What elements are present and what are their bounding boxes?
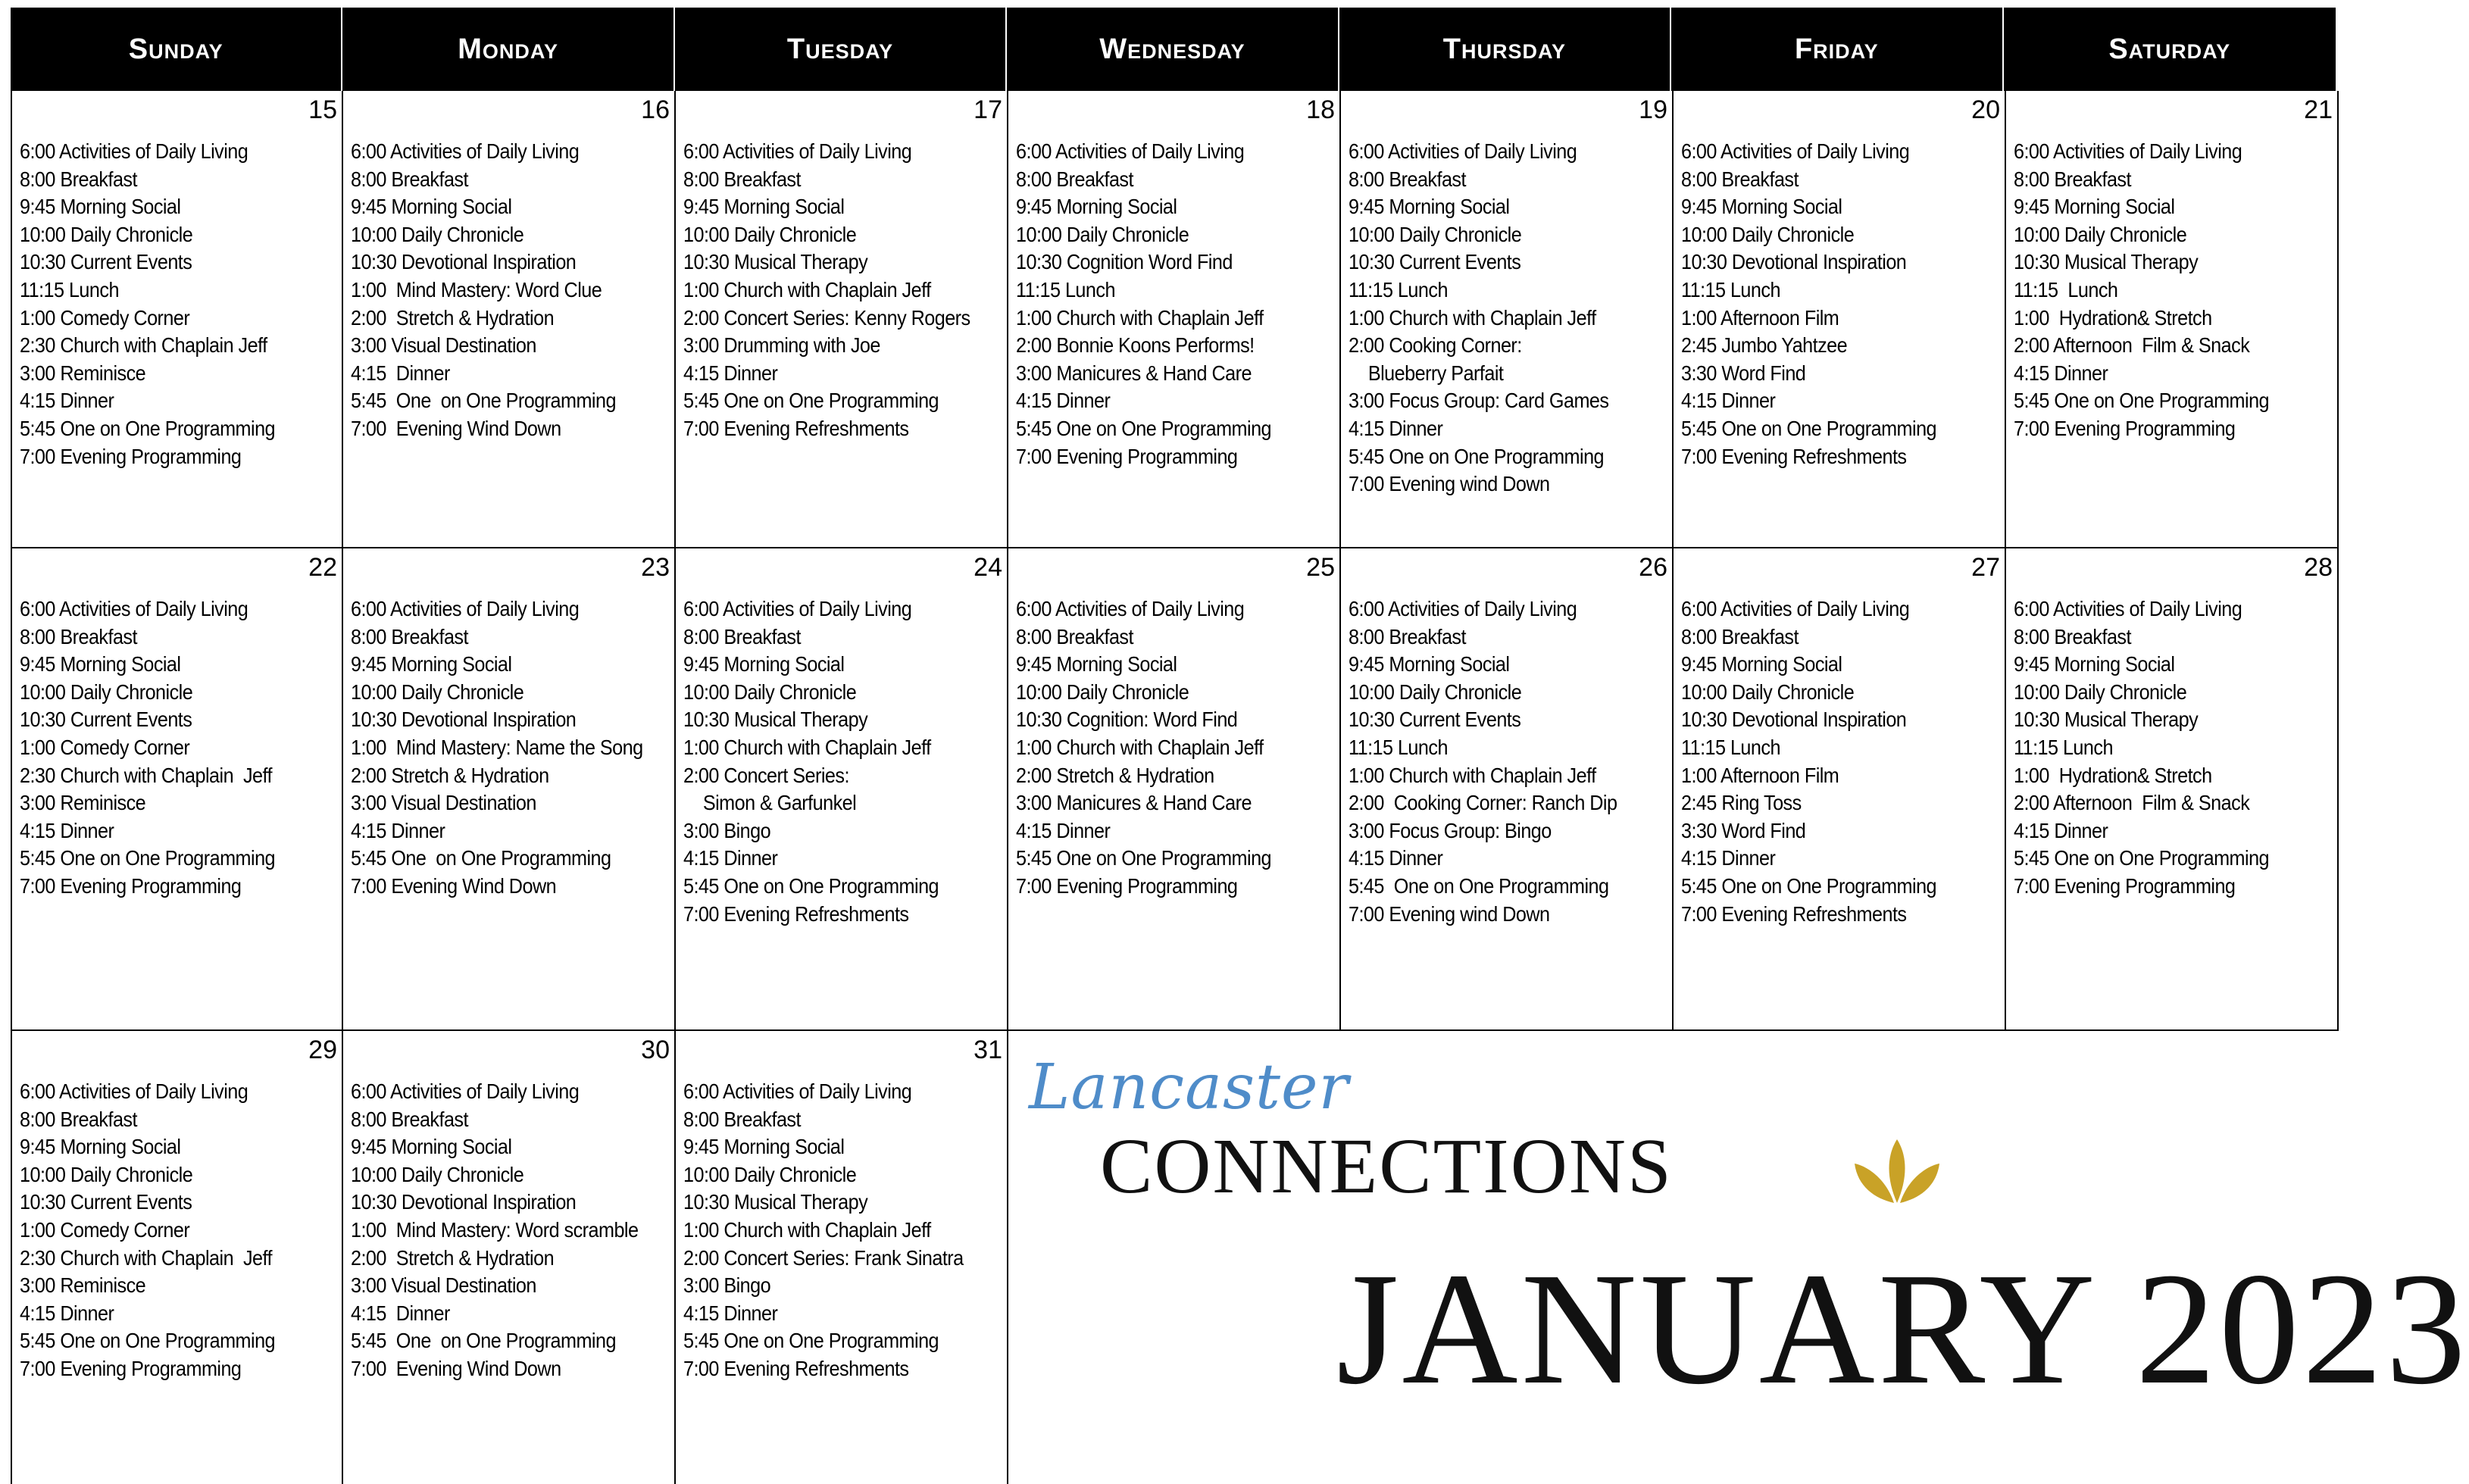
event-item: 2:00 Concert Series: bbox=[683, 763, 849, 787]
day-cell bbox=[676, 1031, 1008, 1484]
event-item: 10:30 Musical Therapy bbox=[683, 250, 868, 274]
event-list bbox=[683, 595, 1004, 928]
event-list bbox=[2014, 595, 2334, 901]
event-item: 7:00 Evening Wind Down bbox=[351, 873, 557, 898]
event-item: 1:00 Church with Chaplain Jeff bbox=[1349, 305, 1596, 330]
weekday-sunday: Sunday bbox=[11, 8, 342, 91]
event-item: 9:45 Morning Social bbox=[20, 1135, 181, 1159]
event-item: 2:00 Cooking Corner: bbox=[1349, 333, 1522, 358]
event-item: 7:00 Evening Wind Down bbox=[351, 1356, 561, 1380]
event-item: 4:15 Dinner bbox=[683, 1301, 778, 1325]
event-item: Blueberry Parfait bbox=[1349, 361, 1504, 385]
event-item: 4:15 Dinner bbox=[1349, 416, 1443, 440]
day-number: 30 bbox=[641, 1036, 670, 1064]
event-item: 2:00 Bonnie Koons Performs! bbox=[1016, 333, 1255, 358]
event-item: 8:00 Breakfast bbox=[1016, 624, 1133, 648]
day-cell bbox=[2006, 548, 2339, 1029]
event-item: 6:00 Activities of Daily Living bbox=[683, 139, 912, 163]
day-number: 27 bbox=[1971, 553, 2000, 582]
day-number: 16 bbox=[641, 95, 670, 124]
event-item: 7:00 Evening Programming bbox=[2014, 873, 2236, 898]
event-list bbox=[1016, 595, 1336, 901]
event-item: 10:30 Cognition: Word Find bbox=[1016, 708, 1238, 732]
event-item: 4:15 Dinner bbox=[1681, 846, 1776, 870]
day-cell bbox=[343, 548, 676, 1029]
event-item: 8:00 Breakfast bbox=[20, 624, 137, 648]
event-item: 2:30 Church with Chaplain Jeff bbox=[20, 763, 272, 787]
event-item: 4:15 Dinner bbox=[2014, 818, 2108, 842]
event-item: 7:00 Evening Programming bbox=[20, 444, 242, 468]
event-item: 4:15 Dinner bbox=[1016, 389, 1111, 413]
event-item: 7:00 Evening Programming bbox=[20, 873, 242, 898]
event-item: 8:00 Breakfast bbox=[683, 1107, 801, 1131]
brand-area bbox=[1021, 1030, 2469, 1484]
day-cell bbox=[11, 91, 343, 547]
day-number: 24 bbox=[974, 553, 1002, 582]
event-item: 9:45 Morning Social bbox=[20, 652, 181, 676]
event-item: 4:15 Dinner bbox=[351, 818, 445, 842]
event-item: 8:00 Breakfast bbox=[20, 167, 137, 191]
event-item: 2:00 Stretch & Hydration bbox=[351, 763, 549, 787]
event-item: 11:15 Lunch bbox=[1349, 277, 1448, 301]
day-number: 29 bbox=[308, 1036, 337, 1064]
event-item: 6:00 Activities of Daily Living bbox=[2014, 139, 2242, 163]
event-item: 7:00 Evening Wind Down bbox=[351, 416, 561, 440]
event-item: 10:30 Current Events bbox=[20, 708, 192, 732]
event-item: 1:00 Church with Chaplain Jeff bbox=[1016, 735, 1264, 759]
event-item: 5:45 One on One Programming bbox=[683, 873, 939, 898]
event-item: 4:15 Dinner bbox=[1349, 846, 1443, 870]
event-item: 8:00 Breakfast bbox=[1681, 624, 1799, 648]
event-item: 10:30 Devotional Inspiration bbox=[1681, 250, 1907, 274]
event-item: 2:30 Church with Chaplain Jeff bbox=[20, 1245, 272, 1270]
event-item: 1:00 Church with Chaplain Jeff bbox=[683, 735, 931, 759]
event-item: 9:45 Morning Social bbox=[1681, 195, 1842, 219]
day-number: 26 bbox=[1639, 553, 1667, 582]
event-item: 7:00 Evening Programming bbox=[20, 1356, 242, 1380]
event-item: 7:00 Evening Programming bbox=[1016, 873, 1238, 898]
event-item: 10:00 Daily Chronicle bbox=[2014, 680, 2187, 704]
event-item: 4:15 Dinner bbox=[20, 818, 114, 842]
event-item: 1:00 Afternoon Film bbox=[1681, 305, 1839, 330]
day-number: 21 bbox=[2304, 95, 2333, 124]
event-item: 8:00 Breakfast bbox=[2014, 624, 2131, 648]
event-list bbox=[683, 138, 1004, 443]
event-item: 8:00 Breakfast bbox=[1016, 167, 1133, 191]
event-item: 4:15 Dinner bbox=[20, 1301, 114, 1325]
event-item: 10:00 Daily Chronicle bbox=[1349, 222, 1522, 246]
event-item: 10:00 Daily Chronicle bbox=[1681, 680, 1855, 704]
event-list bbox=[1681, 138, 2002, 470]
day-cell bbox=[1341, 548, 1674, 1029]
day-cell bbox=[676, 91, 1008, 547]
event-item: 5:45 One on One Programming bbox=[351, 846, 611, 870]
event-item: 3:00 Drumming with Joe bbox=[683, 333, 880, 358]
event-item: 6:00 Activities of Daily Living bbox=[351, 1079, 580, 1103]
event-list bbox=[1016, 138, 1336, 470]
event-item: 5:45 One on One Programming bbox=[2014, 846, 2270, 870]
event-item: Simon & Garfunkel bbox=[683, 791, 857, 815]
event-item: 10:00 Daily Chronicle bbox=[1349, 680, 1522, 704]
weekday-tuesday: Tuesday bbox=[675, 8, 1007, 91]
event-item: 3:00 Reminisce bbox=[20, 791, 146, 815]
event-list bbox=[20, 1078, 339, 1383]
event-item: 9:45 Morning Social bbox=[1016, 652, 1177, 676]
event-item: 10:30 Current Events bbox=[1349, 708, 1521, 732]
weekday-monday: Monday bbox=[342, 8, 674, 91]
event-item: 2:00 Concert Series: Kenny Rogers bbox=[683, 305, 970, 330]
day-cell bbox=[1008, 91, 1341, 547]
event-item: 2:00 Cooking Corner: Ranch Dip bbox=[1349, 791, 1617, 815]
event-item: 5:45 One on One Programming bbox=[351, 389, 616, 413]
event-item: 8:00 Breakfast bbox=[351, 167, 468, 191]
event-item: 8:00 Breakfast bbox=[1681, 167, 1799, 191]
event-item: 9:45 Morning Social bbox=[351, 1135, 512, 1159]
day-number: 15 bbox=[308, 95, 337, 124]
event-list bbox=[20, 138, 339, 470]
week-row bbox=[11, 548, 2339, 1031]
event-item: 7:00 Evening Refreshments bbox=[683, 416, 909, 440]
event-item: 9:45 Morning Social bbox=[1681, 652, 1842, 676]
event-item: 8:00 Breakfast bbox=[351, 1107, 468, 1131]
event-item: 6:00 Activities of Daily Living bbox=[683, 597, 912, 620]
event-item: 9:45 Morning Social bbox=[683, 1135, 845, 1159]
day-cell bbox=[11, 548, 343, 1029]
day-cell bbox=[2006, 91, 2339, 547]
event-item: 1:00 Church with Chaplain Jeff bbox=[683, 1217, 931, 1242]
event-item: 8:00 Breakfast bbox=[2014, 167, 2131, 191]
event-item: 10:30 Devotional Inspiration bbox=[1681, 708, 1907, 732]
event-item: 9:45 Morning Social bbox=[351, 195, 512, 219]
brand-script-word: Lancaster bbox=[1029, 1051, 1349, 1123]
event-item: 6:00 Activities of Daily Living bbox=[1681, 597, 1910, 620]
event-item: 9:45 Morning Social bbox=[1349, 652, 1510, 676]
event-item: 6:00 Activities of Daily Living bbox=[1349, 597, 1577, 620]
event-item: 10:00 Daily Chronicle bbox=[683, 1162, 857, 1186]
event-item: 10:30 Musical Therapy bbox=[683, 708, 868, 732]
event-item: 4:15 Dinner bbox=[1681, 389, 1776, 413]
event-item: 10:00 Daily Chronicle bbox=[20, 680, 193, 704]
event-list bbox=[1349, 138, 1669, 498]
event-list bbox=[2014, 138, 2334, 443]
event-item: 2:00 Stretch & Hydration bbox=[1016, 763, 1214, 787]
event-item: 1:00 Mind Mastery: Word Clue bbox=[351, 277, 602, 301]
event-list bbox=[20, 595, 339, 901]
event-item: 10:30 Devotional Inspiration bbox=[351, 250, 577, 274]
event-item: 5:45 One on One Programming bbox=[20, 416, 276, 440]
brand-name: CONNECTIONS bbox=[1100, 1123, 1673, 1210]
day-number: 31 bbox=[974, 1036, 1002, 1064]
event-item: 1:00 Comedy Corner bbox=[20, 305, 190, 330]
event-item: 7:00 Evening Refreshments bbox=[1681, 901, 1907, 926]
event-item: 1:00 Church with Chaplain Jeff bbox=[1016, 305, 1264, 330]
event-item: 4:15 Dinner bbox=[683, 361, 778, 385]
event-item: 3:00 Manicures & Hand Care bbox=[1016, 361, 1252, 385]
event-item: 3:00 Focus Group: Bingo bbox=[1349, 818, 1552, 842]
event-item: 1:00 Mind Mastery: Name the Song bbox=[351, 735, 643, 759]
weekday-thursday: Thursday bbox=[1339, 8, 1671, 91]
event-item: 11:15 Lunch bbox=[20, 277, 119, 301]
event-item: 10:00 Daily Chronicle bbox=[351, 222, 524, 246]
event-item: 3:00 Visual Destination bbox=[351, 1273, 536, 1298]
event-item: 3:00 Manicures & Hand Care bbox=[1016, 791, 1252, 815]
event-item: 3:30 Word Find bbox=[1681, 361, 1806, 385]
event-item: 6:00 Activities of Daily Living bbox=[20, 139, 248, 163]
event-item: 3:00 Visual Destination bbox=[351, 333, 536, 358]
day-cell bbox=[1341, 91, 1674, 547]
event-item: 6:00 Activities of Daily Living bbox=[1016, 597, 1245, 620]
event-list bbox=[683, 1078, 1004, 1383]
event-item: 4:15 Dinner bbox=[1016, 818, 1111, 842]
event-item: 11:15 Lunch bbox=[1349, 735, 1448, 759]
week-row bbox=[11, 91, 2339, 548]
event-item: 5:45 One on One Programming bbox=[683, 389, 939, 413]
event-item: 10:00 Daily Chronicle bbox=[20, 1162, 193, 1186]
event-item: 9:45 Morning Social bbox=[2014, 195, 2175, 219]
event-list bbox=[351, 595, 671, 901]
event-list bbox=[1349, 595, 1669, 928]
event-item: 1:00 Afternoon Film bbox=[1681, 763, 1839, 787]
event-item: 11:15 Lunch bbox=[2014, 277, 2118, 301]
day-number: 17 bbox=[974, 95, 1002, 124]
event-item: 5:45 One on One Programming bbox=[1681, 416, 1937, 440]
day-cell bbox=[1008, 548, 1341, 1029]
event-item: 9:45 Morning Social bbox=[20, 195, 181, 219]
event-item: 6:00 Activities of Daily Living bbox=[351, 597, 580, 620]
day-number: 19 bbox=[1639, 95, 1667, 124]
event-item: 6:00 Activities of Daily Living bbox=[351, 139, 580, 163]
event-item: 9:45 Morning Social bbox=[683, 652, 845, 676]
event-item: 3:00 Bingo bbox=[683, 818, 771, 842]
event-item: 8:00 Breakfast bbox=[1349, 167, 1466, 191]
event-item: 7:00 Evening Refreshments bbox=[1681, 444, 1907, 468]
day-number: 25 bbox=[1306, 553, 1335, 582]
event-item: 4:15 Dinner bbox=[20, 389, 114, 413]
event-item: 7:00 Evening wind Down bbox=[1349, 901, 1550, 926]
event-item: 5:45 One on One Programming bbox=[683, 1329, 939, 1353]
event-item: 8:00 Breakfast bbox=[20, 1107, 137, 1131]
event-item: 5:45 One on One Programming bbox=[351, 1329, 616, 1353]
event-item: 10:00 Daily Chronicle bbox=[683, 680, 857, 704]
event-item: 10:30 Current Events bbox=[1349, 250, 1521, 274]
event-item: 10:00 Daily Chronicle bbox=[1016, 680, 1189, 704]
event-item: 9:45 Morning Social bbox=[683, 195, 845, 219]
event-item: 8:00 Breakfast bbox=[351, 624, 468, 648]
event-item: 1:00 Comedy Corner bbox=[20, 1217, 190, 1242]
event-item: 10:30 Current Events bbox=[20, 1190, 192, 1214]
lotus-icon bbox=[1849, 1133, 1946, 1209]
event-item: 2:45 Jumbo Yahtzee bbox=[1681, 333, 1848, 358]
event-item: 7:00 Evening Refreshments bbox=[683, 1356, 909, 1380]
event-item: 3:00 Reminisce bbox=[20, 361, 146, 385]
event-item: 6:00 Activities of Daily Living bbox=[683, 1079, 912, 1103]
event-item: 10:30 Musical Therapy bbox=[683, 1190, 868, 1214]
event-item: 3:00 Reminisce bbox=[20, 1273, 146, 1298]
event-list bbox=[351, 138, 671, 443]
event-item: 2:00 Stretch & Hydration bbox=[351, 1245, 555, 1270]
event-item: 5:45 One on One Programming bbox=[1681, 873, 1937, 898]
event-list bbox=[351, 1078, 671, 1383]
weekday-friday: Friday bbox=[1671, 8, 2003, 91]
event-item: 9:45 Morning Social bbox=[2014, 652, 2175, 676]
event-item: 2:00 Afternoon Film & Snack bbox=[2014, 791, 2250, 815]
event-list bbox=[1681, 595, 2002, 928]
event-item: 10:00 Daily Chronicle bbox=[1016, 222, 1189, 246]
event-item: 10:00 Daily Chronicle bbox=[20, 222, 193, 246]
event-item: 10:30 Devotional Inspiration bbox=[351, 708, 577, 732]
event-item: 1:00 Church with Chaplain Jeff bbox=[683, 277, 931, 301]
event-item: 10:00 Daily Chronicle bbox=[351, 1162, 524, 1186]
weekday-wednesday: Wednesday bbox=[1007, 8, 1339, 91]
event-item: 6:00 Activities of Daily Living bbox=[1681, 139, 1910, 163]
event-item: 5:45 One on One Programming bbox=[20, 846, 276, 870]
event-item: 2:30 Church with Chaplain Jeff bbox=[20, 333, 267, 358]
event-item: 3:00 Visual Destination bbox=[351, 791, 536, 815]
event-item: 10:30 Cognition Word Find bbox=[1016, 250, 1233, 274]
event-item: 10:00 Daily Chronicle bbox=[2014, 222, 2187, 246]
event-item: 4:15 Dinner bbox=[2014, 361, 2108, 385]
day-number: 18 bbox=[1306, 95, 1335, 124]
event-item: 11:15 Lunch bbox=[1681, 735, 1780, 759]
event-item: 1:00 Church with Chaplain Jeff bbox=[1349, 763, 1596, 787]
month-title: JANUARY 2023 bbox=[1336, 1239, 2469, 1417]
event-item: 6:00 Activities of Daily Living bbox=[1349, 139, 1577, 163]
event-item: 2:45 Ring Toss bbox=[1681, 791, 1802, 815]
event-item: 2:00 Concert Series: Frank Sinatra bbox=[683, 1245, 964, 1270]
event-item: 3:30 Word Find bbox=[1681, 818, 1806, 842]
event-item: 10:30 Devotional Inspiration bbox=[351, 1190, 577, 1214]
event-item: 5:45 One on One Programming bbox=[1349, 873, 1609, 898]
day-number: 20 bbox=[1971, 95, 2000, 124]
event-item: 6:00 Activities of Daily Living bbox=[1016, 139, 1245, 163]
day-number: 28 bbox=[2304, 553, 2333, 582]
event-item: 11:15 Lunch bbox=[2014, 735, 2113, 759]
event-item: 1:00 Hydration& Stretch bbox=[2014, 305, 2212, 330]
day-cell bbox=[343, 91, 676, 547]
event-item: 10:00 Daily Chronicle bbox=[351, 680, 524, 704]
event-item: 8:00 Breakfast bbox=[683, 624, 801, 648]
weekday-header bbox=[11, 8, 2336, 91]
event-item: 2:00 Stretch & Hydration bbox=[351, 305, 555, 330]
day-number: 22 bbox=[308, 553, 337, 582]
event-item: 3:00 Bingo bbox=[683, 1273, 771, 1298]
day-cell bbox=[676, 548, 1008, 1029]
event-item: 8:00 Breakfast bbox=[1349, 624, 1466, 648]
event-item: 4:15 Dinner bbox=[351, 361, 450, 385]
event-item: 5:45 One on One Programming bbox=[20, 1329, 276, 1353]
event-item: 10:30 Current Events bbox=[20, 250, 192, 274]
event-item: 10:00 Daily Chronicle bbox=[683, 222, 857, 246]
day-number: 23 bbox=[641, 553, 670, 582]
day-cell bbox=[11, 1031, 343, 1484]
event-item: 5:45 One on One Programming bbox=[1349, 444, 1605, 468]
day-cell bbox=[1674, 548, 2006, 1029]
event-item: 7:00 Evening Refreshments bbox=[683, 901, 909, 926]
week-row bbox=[11, 1031, 1008, 1484]
event-item: 5:45 One on One Programming bbox=[1016, 846, 1272, 870]
weekday-saturday: Saturday bbox=[2108, 33, 2231, 65]
event-item: 6:00 Activities of Daily Living bbox=[20, 1079, 248, 1103]
event-item: 7:00 Evening Programming bbox=[2014, 416, 2236, 440]
event-item: 11:15 Lunch bbox=[1016, 277, 1115, 301]
day-cell bbox=[1674, 91, 2006, 547]
event-item: 10:00 Daily Chronicle bbox=[1681, 222, 1855, 246]
event-item: 7:00 Evening Programming bbox=[1016, 444, 1238, 468]
event-item: 4:15 Dinner bbox=[683, 846, 778, 870]
event-item: 3:00 Focus Group: Card Games bbox=[1349, 389, 1609, 413]
event-item: 4:15 Dinner bbox=[351, 1301, 450, 1325]
event-item: 8:00 Breakfast bbox=[683, 167, 801, 191]
event-item: 11:15 Lunch bbox=[1681, 277, 1780, 301]
event-item: 2:00 Afternoon Film & Snack bbox=[2014, 333, 2250, 358]
event-item: 1:00 Hydration& Stretch bbox=[2014, 763, 2212, 787]
event-item: 10:30 Musical Therapy bbox=[2014, 250, 2199, 274]
event-item: 9:45 Morning Social bbox=[1016, 195, 1177, 219]
event-item: 9:45 Morning Social bbox=[1349, 195, 1510, 219]
event-item: 10:30 Musical Therapy bbox=[2014, 708, 2199, 732]
event-item: 6:00 Activities of Daily Living bbox=[20, 597, 248, 620]
event-item: 9:45 Morning Social bbox=[351, 652, 512, 676]
event-item: 5:45 One on One Programming bbox=[2014, 389, 2270, 413]
event-item: 6:00 Activities of Daily Living bbox=[2014, 597, 2242, 620]
event-item: 1:00 Comedy Corner bbox=[20, 735, 190, 759]
event-item: 5:45 One on One Programming bbox=[1016, 416, 1272, 440]
event-item: 1:00 Mind Mastery: Word scramble bbox=[351, 1217, 639, 1242]
event-item: 7:00 Evening wind Down bbox=[1349, 472, 1550, 496]
day-cell bbox=[343, 1031, 676, 1484]
